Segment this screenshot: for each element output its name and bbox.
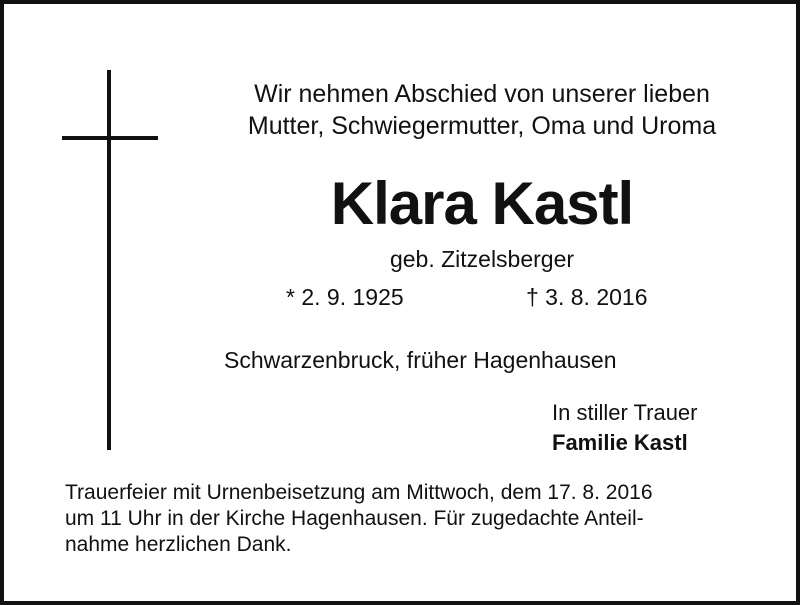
funeral-info: [65, 480, 765, 558]
mourning-signature: [552, 398, 698, 458]
cross-vertical-bar: [107, 70, 111, 450]
family-name: Familie Kastl: [552, 430, 688, 455]
mourning-line: In stiller Trauer: [552, 400, 698, 425]
cross-horizontal-bar: [62, 136, 158, 140]
intro-line: Wir nehmen Abschied von unserer lieben: [254, 80, 710, 108]
cross-icon: [62, 70, 158, 450]
birth-date: * 2. 9. 1925: [286, 284, 404, 310]
funeral-info-line: nahme herzlichen Dank.: [65, 533, 292, 556]
intro-text: [222, 78, 742, 142]
birth-name: geb. Zitzelsberger: [389, 246, 575, 272]
deceased-name: Klara Kastl: [330, 170, 634, 237]
funeral-info-line: Trauerfeier mit Urnenbeisetzung am Mittwoch, dem 17. 8. 2016: [65, 481, 653, 504]
residence: Schwarzenbruck, früher Hagenhausen: [224, 347, 617, 373]
funeral-info-line: um 11 Uhr in der Kirche Hagenhausen. Für zugedachte Anteil-: [65, 507, 644, 530]
intro-line: Mutter, Schwiegermutter, Oma und Uroma: [247, 112, 717, 140]
death-date: † 3. 8. 2016: [526, 284, 648, 310]
